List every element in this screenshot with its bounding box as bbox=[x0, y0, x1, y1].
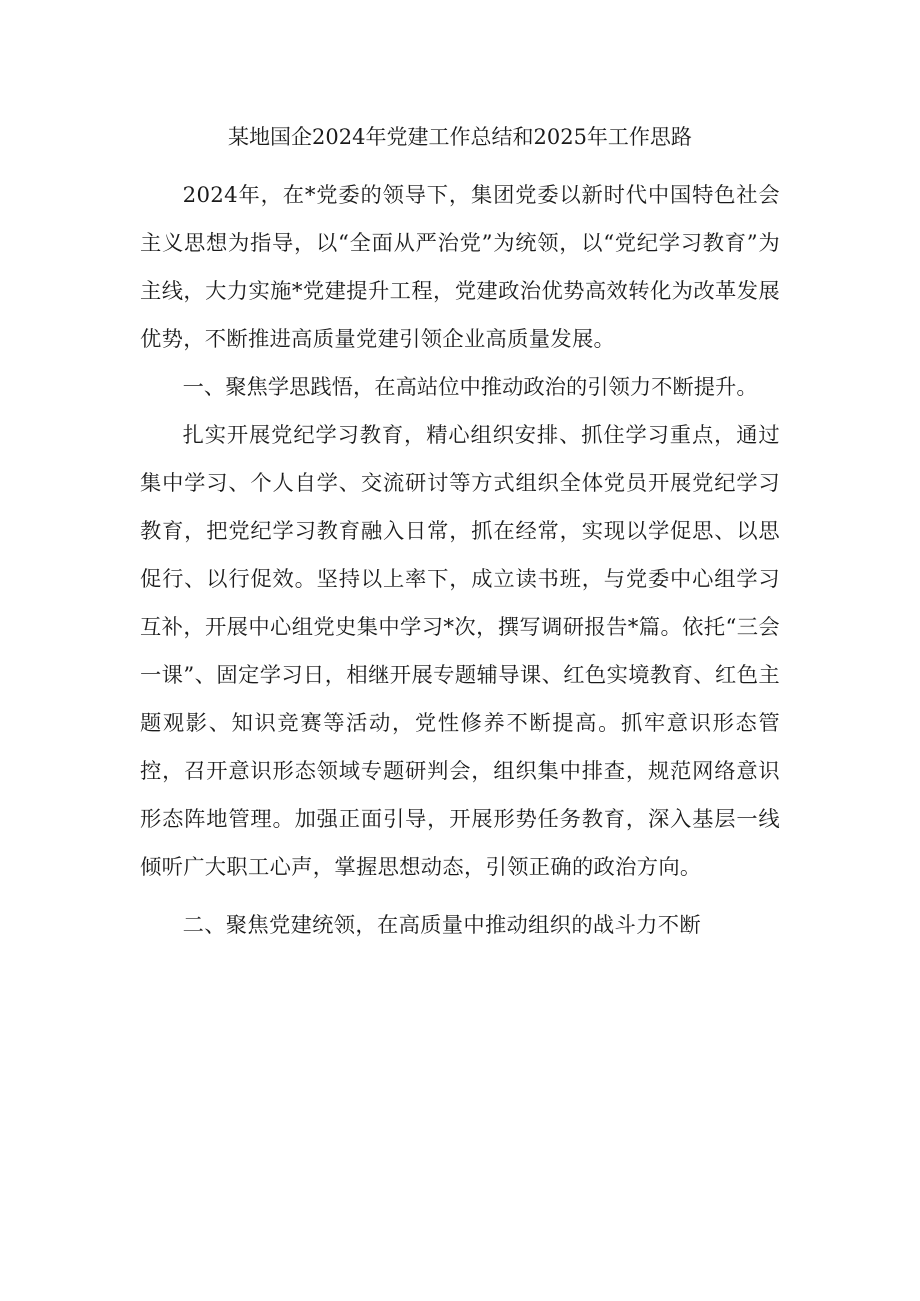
intro-paragraph: 2024年，在*党委的领导下，集团党委以新时代中国特色社会主义思想为指导，以“全面从严治党”为统领，以“党纪学习教育”为主线，大力实施*党建提升工程，党建政治优势高效转化为改革发展优势，不断推进高质量党建引领企业高质量发展。 bbox=[140, 183, 780, 352]
section-1-paragraph: 扎实开展党纪学习教育，精心组织安排、抓住学习重点，通过集中学习、个人自学、交流研讨等方式组织全体党员开展党纪学习教育，把党纪学习教育融入日常，抓在经常，实现以学促思、以思促行、以行促效。坚持以上率下，成立读书班，与党委中心组学习互补，开展中心组党史集中学习*次，撰写调研报告*篇。依托“三会一课”、固定学习日，相继开展专题辅导课、红色实境教育、红色主题观影、知识竞赛等活动，党性修养不断提高。抓牢意识形态管控，召开意识形态领域专题研判会，组织集中排查，规范网络意识形态阵地管理。加强正面引导，开展形势任务教育，深入基层一线倾听广大职工心声，掌握思想动态，引领正确的政治方向。 bbox=[140, 423, 780, 880]
section-heading-1: 一、聚焦学思践悟，在高站位中推动政治的引领力不断提升。 bbox=[182, 375, 758, 400]
section-heading-2: 二、聚焦党建统领，在高质量中推动组织的战斗力不断 bbox=[182, 913, 701, 938]
document-title: 某地国企2024年党建工作总结和2025年工作思路 bbox=[228, 125, 692, 149]
document-body bbox=[140, 160, 780, 950]
